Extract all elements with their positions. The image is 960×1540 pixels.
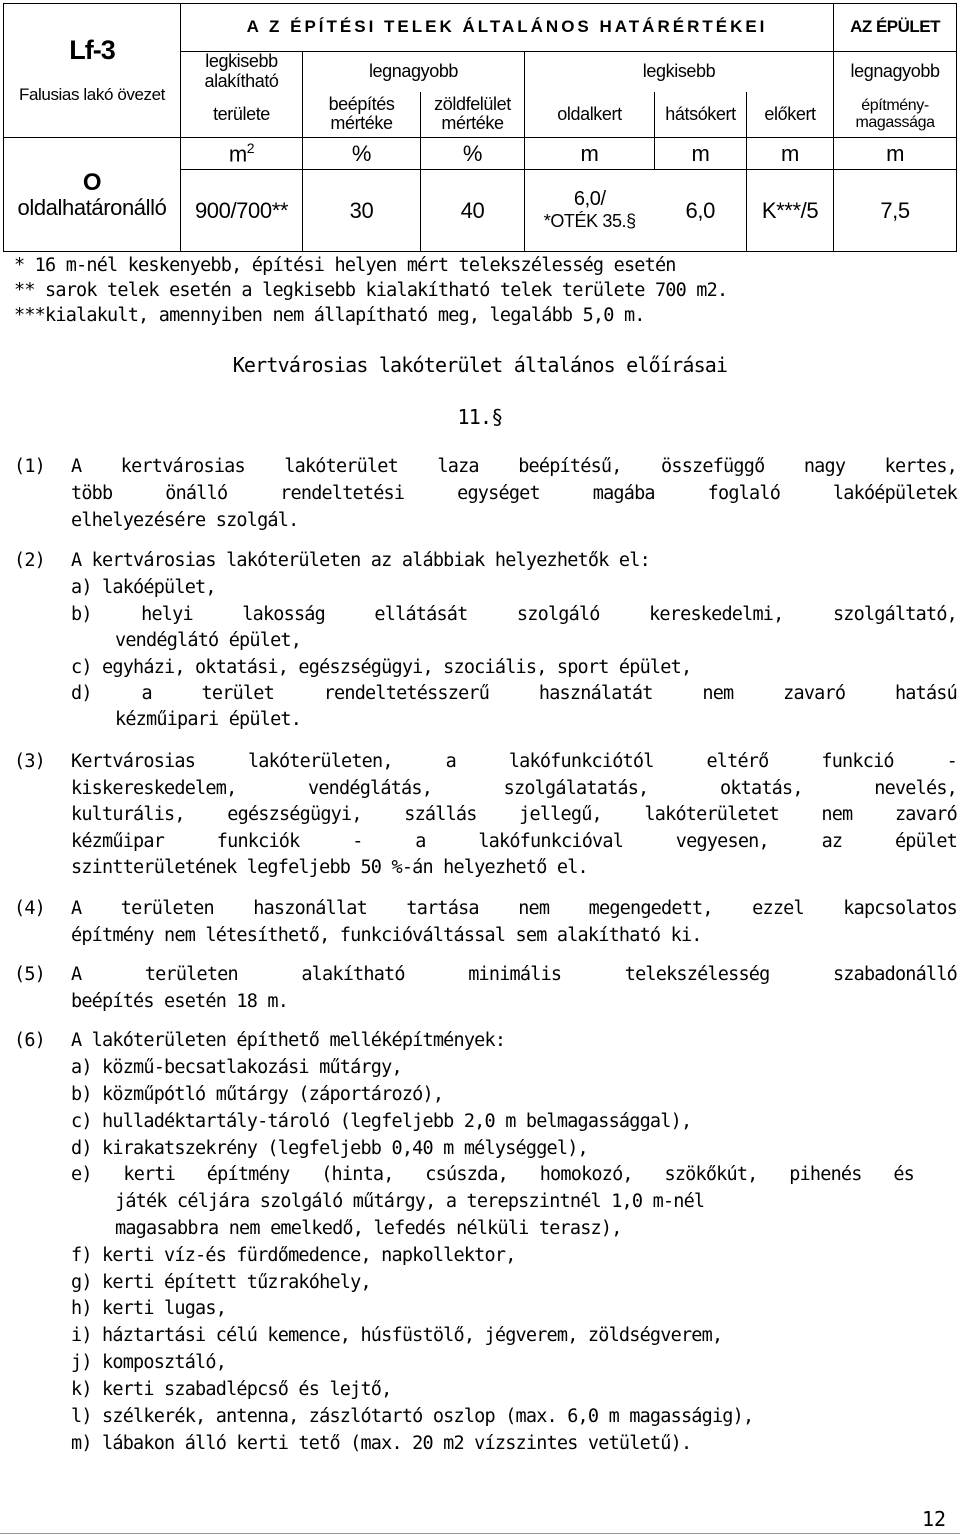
- list-item: d) kirakatszekrény (legfeljebb 0,40 m mélységgel),: [71, 1138, 588, 1159]
- list-item: f) kerti víz-és fürdőmedence, napkollektor,: [71, 1245, 516, 1266]
- paragraph-4-line: építmény nem létesíthető, funkcióváltással sem alakítható ki.: [71, 925, 702, 946]
- list-item-continuation: kézműipari épület.: [115, 709, 302, 730]
- note-3: ***kialakult, amennyiben nem állapítható meg, legalább 5,0 m.: [14, 305, 645, 326]
- unit-oldalkert: m: [525, 138, 655, 170]
- list-item: h) kerti lugas,: [71, 1298, 227, 1319]
- list-item: a) közmű-becsatlakozási műtárgy,: [71, 1057, 402, 1078]
- paragraph-1-line: több önálló rendeltetési egységet magába foglaló lakóépületek: [71, 483, 957, 504]
- list-item: j) komposztáló,: [71, 1352, 227, 1373]
- paragraph-1-line: A kertvárosias lakóterület laza beépítésű, összefüggő nagy kertes,: [71, 456, 957, 477]
- col-area-header-bottom: területe: [181, 92, 303, 138]
- paragraph-6-intro: A lakóterületen építhető melléképítmények:: [71, 1030, 506, 1051]
- paragraph-5-line: beépítés esetén 18 m.: [71, 991, 289, 1012]
- col-area-header-top: legkisebb alakítható: [181, 52, 303, 92]
- value-area: 900/700**: [181, 170, 303, 252]
- value-elokert: K***/5: [747, 170, 834, 252]
- list-item: i) háztartási célú kemence, húsfüstölő, jégverem, zöldségverem,: [71, 1325, 723, 1346]
- zone-code-cell: [4, 4, 181, 138]
- paragraph-3-line: kézműipar funkciók - a lakófunkcióval vegyesen, az épület: [71, 831, 957, 852]
- col-elokert-header: előkert: [747, 92, 834, 138]
- value-beepites: 30: [303, 170, 421, 252]
- paragraph-1-line: elhelyezésére szolgál.: [71, 510, 299, 531]
- paragraph-2-label: (2): [14, 550, 46, 571]
- note-1: * 16 m-nél keskenyebb, építési helyen mért telekszélesség esetén: [14, 255, 676, 276]
- list-item: c) egyházi, oktatási, egészségügyi, szociális, sport épület,: [71, 657, 692, 678]
- list-item: e) kerti építmény (hinta, csúszda, homokozó, szökőkút, pihenés és: [71, 1164, 914, 1185]
- paragraph-6: [14, 1030, 957, 1460]
- list-item-continuation: vendéglátó épület,: [115, 630, 302, 651]
- list-item: a) lakóépület,: [71, 577, 216, 598]
- value-oldalkert: 6,0/ *OTÉK 35.§: [525, 170, 655, 252]
- building-header: AZ ÉPÜLET: [834, 4, 957, 52]
- col-max-header-2: legnagyobb: [834, 52, 957, 92]
- build-mode-cell: [4, 138, 181, 252]
- value-zoldfelulet: 40: [421, 170, 525, 252]
- paragraph-1-label: (1): [14, 456, 46, 477]
- unit-pct-beepites: %: [303, 138, 421, 170]
- col-zoldfelulet-header: zöldfelület mértéke: [421, 92, 525, 138]
- col-hatsokert-header: hátsókert: [655, 92, 747, 138]
- col-max-header: legnagyobb: [303, 52, 525, 92]
- page-bottom-divider: [0, 1533, 960, 1534]
- paragraph-2: [14, 550, 957, 740]
- build-mode-name: oldalhatáronálló: [17, 194, 167, 220]
- unit-magassag: m: [834, 138, 957, 170]
- paragraph-3: [14, 751, 957, 886]
- list-item: l) szélkerék, antenna, zászlótartó oszlop (max. 6,0 m magasságig),: [71, 1406, 754, 1427]
- unit-hatsokert: m: [655, 138, 747, 170]
- build-mode-letter: O: [82, 168, 102, 196]
- zone-code: Lf-3: [69, 35, 115, 66]
- list-item: b) közműpótló műtárgy (záportározó),: [71, 1084, 444, 1105]
- paragraph-3-line: kulturális, egészségügyi, szállás jellegű, lakóterületet nem zavaró: [71, 804, 957, 825]
- paragraph-4-label: (4): [14, 898, 46, 919]
- note-2: ** sarok telek esetén a legkisebb kialakítható telek területe 700 m2.: [14, 280, 728, 301]
- paragraph-3-label: (3): [14, 751, 46, 772]
- paragraph-3-line: szintterületének legfeljebb 50 %-án helyezhető el.: [71, 857, 588, 878]
- value-hatsokert: 6,0: [655, 170, 747, 252]
- list-item-continuation: játék céljára szolgáló műtárgy, a terepszintnél 1,0 m-nél: [115, 1191, 705, 1212]
- paragraph-5-line: A területen alakítható minimális telekszélesség szabadonálló: [71, 964, 957, 985]
- unit-area: $m^2$: [181, 138, 303, 170]
- paragraph-4-line: A területen haszonállat tartása nem megengedett, ezzel kapcsolatos: [71, 898, 957, 919]
- section-number: 11.§: [457, 405, 503, 429]
- paragraph-2-intro: A kertvárosias lakóterületen az alábbiak helyezhetők el:: [71, 550, 650, 571]
- list-item: d) a terület rendeltetésszerű használatát nem zavaró hatású: [71, 683, 957, 704]
- col-beepites-header: beépítés mértéke: [303, 92, 421, 138]
- paragraph-6-label: (6): [14, 1030, 46, 1051]
- list-item: k) kerti szabadlépcső és lejtő,: [71, 1379, 392, 1400]
- list-item: g) kerti épített tűzrakóhely,: [71, 1272, 371, 1293]
- paragraph-3-line: kiskereskedelem, vendéglátás, szolgálatatás, oktatás, nevelés,: [71, 778, 957, 799]
- paragraph-5: [14, 964, 957, 1019]
- col-oldalkert-header: oldalkert: [525, 92, 655, 138]
- section-title: Kertvárosias lakóterület általános előírásai: [232, 353, 728, 377]
- page-number: 12: [922, 1507, 947, 1531]
- list-item: c) hulladéktartály-tároló (legfeljebb 2,0 m belmagassággal),: [71, 1111, 692, 1132]
- paragraph-1: [14, 456, 957, 536]
- list-item: b) helyi lakosság ellátását szolgáló kereskedelmi, szolgáltató,: [71, 604, 957, 625]
- unit-elokert: m: [747, 138, 834, 170]
- paragraph-5-label: (5): [14, 964, 46, 985]
- unit-pct-zold: %: [421, 138, 525, 170]
- list-item: m) lábakon álló kerti tető (max. 20 m2 vízszintes vetületű).: [71, 1433, 692, 1454]
- paragraph-3-line: Kertvárosias lakóterületen, a lakófunkciótól eltérő funkció -: [71, 751, 957, 772]
- col-min-header: legkisebb: [525, 52, 834, 92]
- plot-limits-header: A Z ÉPÍTÉSI TELEK ÁLTALÁNOS HATÁRÉRTÉKEI: [181, 4, 834, 52]
- paragraph-4: [14, 898, 957, 953]
- zoning-parameters-table: [3, 3, 957, 252]
- list-item-continuation: magasabbra nem emelkedő, lefedés nélküli terasz),: [115, 1218, 622, 1239]
- value-magassag: 7,5: [834, 170, 957, 252]
- zone-description: Falusias lakó övezet: [18, 85, 166, 105]
- col-magassag-header: építmény-magassága: [834, 92, 957, 138]
